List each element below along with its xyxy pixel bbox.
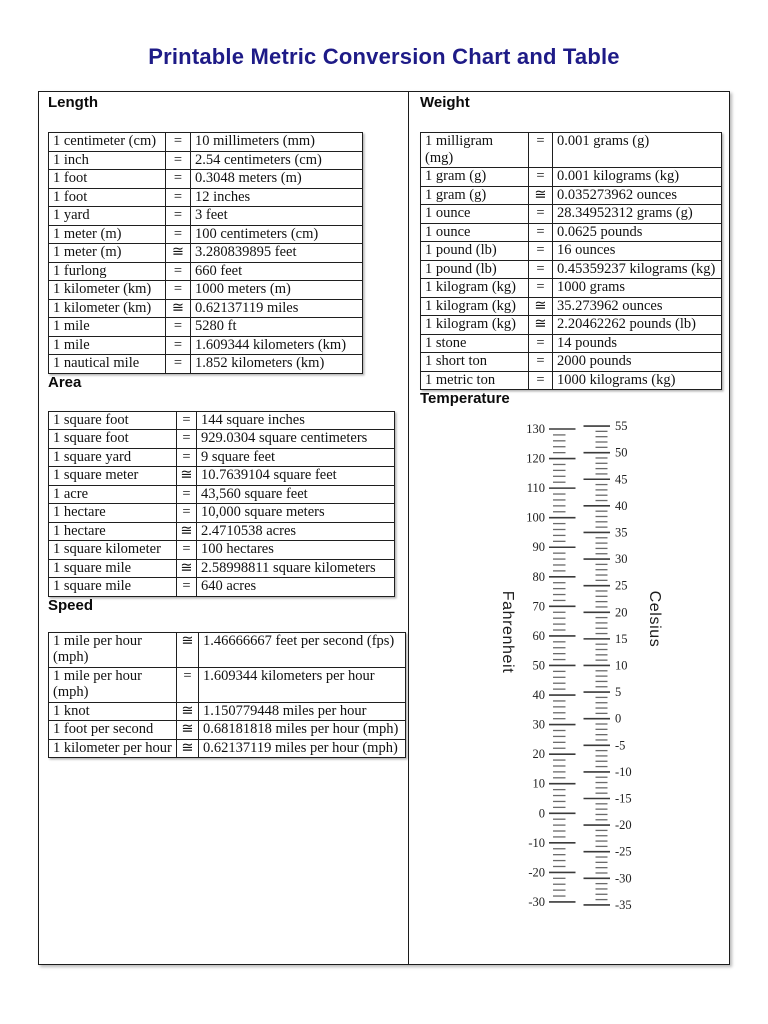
conversion-row	[421, 297, 722, 316]
value-cell: 5280 ft	[191, 318, 363, 337]
relation-cell: =	[166, 262, 191, 281]
conversion-row	[49, 281, 363, 300]
term-cell: 1 ounce	[421, 205, 529, 224]
relation-cell: =	[529, 205, 553, 224]
value-cell: 1.150779448 miles per hour	[199, 702, 406, 721]
conversion-row	[421, 371, 722, 390]
conversion-row	[421, 186, 722, 205]
term-cell: 1 milligram (mg)	[421, 133, 529, 168]
term-cell: 1 centimeter (cm)	[49, 133, 166, 152]
value-cell: 2.4710538 acres	[197, 522, 395, 541]
speed-table	[48, 632, 406, 759]
celsius-tick-label: -30	[615, 871, 632, 886]
celsius-tick-label: 5	[615, 685, 622, 700]
term-cell: 1 kilometer per hour	[49, 739, 177, 758]
term-cell: 1 square kilometer	[49, 541, 177, 560]
relation-cell: ≅	[166, 299, 191, 318]
thermometer	[429, 417, 729, 922]
term-cell: 1 metric ton	[421, 371, 529, 390]
relation-cell: =	[529, 353, 553, 372]
relation-cell: =	[529, 133, 553, 168]
conversion-row	[421, 334, 722, 353]
relation-cell: =	[166, 188, 191, 207]
relation-cell: ≅	[529, 186, 553, 205]
left-column	[39, 92, 408, 964]
value-cell: 1.609344 kilometers (km)	[191, 336, 363, 355]
term-cell: 1 gram (g)	[421, 186, 529, 205]
relation-cell: =	[166, 318, 191, 337]
term-cell: 1 kilogram (kg)	[421, 279, 529, 298]
term-cell: 1 kilometer (km)	[49, 281, 166, 300]
fahrenheit-tick-label: 90	[532, 540, 545, 555]
value-cell: 9 square feet	[197, 448, 395, 467]
value-cell: 929.0304 square centimeters	[197, 430, 395, 449]
conversion-row	[49, 721, 406, 740]
celsius-tick-label: 35	[615, 525, 628, 540]
term-cell: 1 foot	[49, 170, 166, 189]
fahrenheit-tick-label: 10	[532, 776, 545, 791]
celsius-tick-label: 55	[615, 419, 628, 434]
celsius-tick-label: 10	[615, 658, 628, 673]
celsius-tick-label: 45	[615, 472, 628, 487]
fahrenheit-tick-label: 130	[526, 422, 545, 436]
conversion-row	[421, 242, 722, 261]
relation-cell: ≅	[177, 702, 199, 721]
conversion-row	[49, 430, 395, 449]
value-cell: 43,560 square feet	[197, 485, 395, 504]
conversion-row	[49, 485, 395, 504]
fahrenheit-tick-label: 60	[532, 628, 545, 643]
celsius-tick-label: 30	[615, 552, 628, 567]
length-heading: Length	[48, 94, 98, 111]
relation-cell: =	[177, 667, 199, 702]
fahrenheit-tick-label: 70	[532, 599, 545, 614]
term-cell: 1 hectare	[49, 522, 177, 541]
term-cell: 1 mile	[49, 318, 166, 337]
fahrenheit-tick-label: 120	[526, 451, 545, 466]
conversion-row	[49, 151, 363, 170]
value-cell: 0.68181818 miles per hour (mph)	[199, 721, 406, 740]
conversion-row	[421, 279, 722, 298]
term-cell: 1 square mile	[49, 578, 177, 597]
conversion-row	[49, 336, 363, 355]
relation-cell: =	[529, 334, 553, 353]
relation-cell: =	[166, 355, 191, 374]
page-title: Printable Metric Conversion Chart and Table	[148, 44, 620, 69]
term-cell: 1 foot	[49, 188, 166, 207]
relation-cell: ≅	[529, 316, 553, 335]
relation-cell: ≅	[529, 297, 553, 316]
relation-cell: =	[529, 242, 553, 261]
value-cell: 2.58998811 square kilometers	[197, 559, 395, 578]
relation-cell: =	[177, 485, 197, 504]
conversion-row	[49, 244, 363, 263]
value-cell: 10,000 square meters	[197, 504, 395, 523]
value-cell: 0.45359237 kilograms (kg)	[553, 260, 722, 279]
value-cell: 3.280839895 feet	[191, 244, 363, 263]
conversion-row	[49, 522, 395, 541]
term-cell: 1 short ton	[421, 353, 529, 372]
fahrenheit-tick-label: 100	[526, 510, 545, 525]
term-cell: 1 kilogram (kg)	[421, 316, 529, 335]
celsius-tick-label: 40	[615, 498, 628, 513]
celsius-tick-label: -5	[615, 738, 626, 753]
value-cell: 28.34952312 grams (g)	[553, 205, 722, 224]
conversion-row	[49, 318, 363, 337]
value-cell: 14 pounds	[553, 334, 722, 353]
conversion-chart-box	[38, 91, 730, 965]
conversion-row	[49, 225, 363, 244]
value-cell: 2.20462262 pounds (lb)	[553, 316, 722, 335]
term-cell: 1 square mile	[49, 559, 177, 578]
conversion-row	[49, 667, 406, 702]
celsius-tick-label: 15	[615, 631, 628, 646]
relation-cell: =	[177, 578, 197, 597]
relation-cell: =	[177, 541, 197, 560]
temperature-scale-figure	[420, 417, 729, 922]
relation-cell: ≅	[177, 632, 199, 667]
conversion-row	[421, 316, 722, 335]
length-table	[48, 132, 363, 374]
value-cell: 0.62137119 miles	[191, 299, 363, 318]
celsius-tick-label: 0	[615, 711, 622, 726]
value-cell: 0.035273962 ounces	[553, 186, 722, 205]
term-cell: 1 gram (g)	[421, 168, 529, 187]
fahrenheit-tick-label: -20	[528, 865, 545, 880]
term-cell: 1 hectare	[49, 504, 177, 523]
fahrenheit-tick-label: 50	[532, 658, 545, 673]
conversion-row	[49, 559, 395, 578]
term-cell: 1 yard	[49, 207, 166, 226]
conversion-row	[49, 702, 406, 721]
conversion-row	[49, 739, 406, 758]
speed-heading: Speed	[48, 596, 94, 614]
celsius-tick-label: -35	[615, 897, 632, 912]
term-cell: 1 nautical mile	[49, 355, 166, 374]
fahrenheit-tick-label: -10	[528, 835, 545, 850]
conversion-row	[49, 207, 363, 226]
conversion-row	[49, 541, 395, 560]
conversion-row	[421, 260, 722, 279]
relation-cell: ≅	[177, 522, 197, 541]
relation-cell: =	[166, 170, 191, 189]
value-cell: 16 ounces	[553, 242, 722, 261]
term-cell: 1 square foot	[49, 411, 177, 430]
relation-cell: ≅	[177, 467, 197, 486]
weight-table	[420, 132, 722, 390]
fahrenheit-tick-label: 80	[532, 569, 545, 584]
term-cell: 1 furlong	[49, 262, 166, 281]
conversion-row	[49, 467, 395, 486]
value-cell: 100 centimeters (cm)	[191, 225, 363, 244]
value-cell: 660 feet	[191, 262, 363, 281]
relation-cell: ≅	[166, 244, 191, 263]
conversion-row	[421, 223, 722, 242]
term-cell: 1 ounce	[421, 223, 529, 242]
fahrenheit-tick-label: 30	[532, 717, 545, 732]
fahrenheit-tick-label: 0	[538, 806, 545, 821]
relation-cell: =	[529, 260, 553, 279]
conversion-row	[421, 133, 722, 168]
term-cell: 1 stone	[421, 334, 529, 353]
value-cell: 1.46666667 feet per second (fps)	[199, 632, 406, 667]
celsius-tick-label: 25	[615, 578, 628, 593]
relation-cell: =	[166, 281, 191, 300]
conversion-row	[49, 448, 395, 467]
temperature-heading: Temperature	[420, 390, 510, 407]
term-cell: 1 mile per hour (mph)	[49, 632, 177, 667]
value-cell: 12 inches	[191, 188, 363, 207]
term-cell: 1 acre	[49, 485, 177, 504]
relation-cell: =	[177, 504, 197, 523]
relation-cell: =	[177, 448, 197, 467]
relation-cell: =	[166, 207, 191, 226]
value-cell: 2000 pounds	[553, 353, 722, 372]
term-cell: 1 pound (lb)	[421, 242, 529, 261]
fahrenheit-axis-label: Fahrenheit	[499, 590, 516, 674]
value-cell: 0.3048 meters (m)	[191, 170, 363, 189]
relation-cell: =	[177, 411, 197, 430]
fahrenheit-tick-label: 110	[526, 481, 545, 496]
value-cell: 100 hectares	[197, 541, 395, 560]
relation-cell: =	[529, 371, 553, 390]
fahrenheit-tick-label: 20	[532, 747, 545, 762]
conversion-row	[49, 504, 395, 523]
fahrenheit-tick-label: 40	[532, 688, 545, 703]
term-cell: 1 square yard	[49, 448, 177, 467]
term-cell: 1 meter (m)	[49, 225, 166, 244]
relation-cell: =	[166, 133, 191, 152]
celsius-tick-label: -15	[615, 791, 632, 806]
value-cell: 0.001 grams (g)	[553, 133, 722, 168]
value-cell: 3 feet	[191, 207, 363, 226]
value-cell: 0.62137119 miles per hour (mph)	[199, 739, 406, 758]
value-cell: 0.0625 pounds	[553, 223, 722, 242]
value-cell: 1000 kilograms (kg)	[553, 371, 722, 390]
right-column	[408, 92, 729, 964]
weight-heading: Weight	[420, 94, 470, 111]
relation-cell: ≅	[177, 721, 199, 740]
relation-cell: =	[166, 225, 191, 244]
value-cell: 35.273962 ounces	[553, 297, 722, 316]
relation-cell: =	[529, 279, 553, 298]
value-cell: 144 square inches	[197, 411, 395, 430]
conversion-row	[49, 262, 363, 281]
conversion-row	[49, 355, 363, 374]
value-cell: 1.609344 kilometers per hour	[199, 667, 406, 702]
relation-cell: ≅	[177, 739, 199, 758]
value-cell: 640 acres	[197, 578, 395, 597]
value-cell: 2.54 centimeters (cm)	[191, 151, 363, 170]
value-cell: 1000 grams	[553, 279, 722, 298]
conversion-row	[421, 205, 722, 224]
value-cell: 0.001 kilograms (kg)	[553, 168, 722, 187]
term-cell: 1 mile	[49, 336, 166, 355]
value-cell: 1000 meters (m)	[191, 281, 363, 300]
celsius-tick-label: 20	[615, 605, 628, 620]
conversion-row	[49, 188, 363, 207]
term-cell: 1 square meter	[49, 467, 177, 486]
celsius-tick-label: -25	[615, 844, 632, 859]
value-cell: 1.852 kilometers (km)	[191, 355, 363, 374]
term-cell: 1 knot	[49, 702, 177, 721]
celsius-tick-label: -20	[615, 818, 632, 833]
fahrenheit-tick-label: -30	[528, 894, 545, 909]
value-cell: 10 millimeters (mm)	[191, 133, 363, 152]
conversion-row	[421, 168, 722, 187]
term-cell: 1 foot per second	[49, 721, 177, 740]
relation-cell: =	[529, 168, 553, 187]
area-heading: Area	[48, 373, 82, 391]
celsius-tick-label: 50	[615, 445, 628, 460]
relation-cell: ≅	[177, 559, 197, 578]
conversion-row	[49, 632, 406, 667]
celsius-tick-label: -10	[615, 764, 632, 779]
term-cell: 1 pound (lb)	[421, 260, 529, 279]
term-cell: 1 kilometer (km)	[49, 299, 166, 318]
term-cell: 1 kilogram (kg)	[421, 297, 529, 316]
term-cell: 1 meter (m)	[49, 244, 166, 263]
conversion-row	[49, 578, 395, 597]
conversion-row	[421, 353, 722, 372]
conversion-row	[49, 170, 363, 189]
value-cell: 10.7639104 square feet	[197, 467, 395, 486]
area-table	[48, 411, 395, 597]
term-cell: 1 inch	[49, 151, 166, 170]
term-cell: 1 mile per hour (mph)	[49, 667, 177, 702]
relation-cell: =	[529, 223, 553, 242]
celsius-axis-label: Celsius	[646, 590, 663, 648]
conversion-row	[49, 299, 363, 318]
conversion-row	[49, 411, 395, 430]
relation-cell: =	[166, 151, 191, 170]
term-cell: 1 square foot	[49, 430, 177, 449]
relation-cell: =	[177, 430, 197, 449]
relation-cell: =	[166, 336, 191, 355]
conversion-row	[49, 133, 363, 152]
